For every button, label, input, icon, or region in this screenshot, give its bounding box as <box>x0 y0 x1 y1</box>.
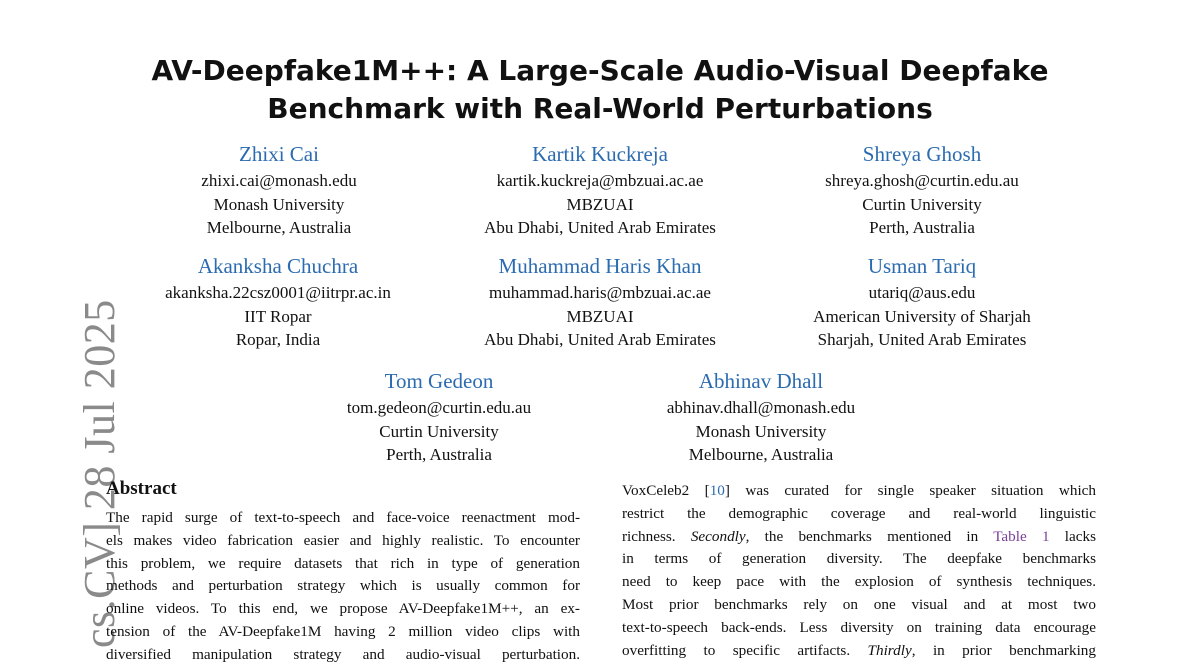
title-line-2: Benchmark with Real-World Perturbations <box>267 92 933 125</box>
abstract-line: online videos. To this end, we propose AV-Deepfake1M++, an ex- <box>106 600 580 618</box>
abstract-line: this problem, we require datasets that rich in type of generation <box>106 554 580 572</box>
body-line <box>622 640 1096 663</box>
arxiv-side-stamp <box>6 299 124 648</box>
author-affiliation: MBZUAI <box>566 194 634 214</box>
author-affiliation: Monash University <box>695 421 827 441</box>
author-affiliation: IIT Ropar <box>244 306 312 326</box>
author-location: Abu Dhabi, United Arab Emirates <box>484 218 716 237</box>
author-affiliation: American University of Sharjah <box>813 306 1031 326</box>
abstract-heading: Abstract <box>106 478 177 499</box>
text-run: VoxCeleb2 [ <box>622 482 710 499</box>
author-block <box>420 253 780 352</box>
abstract-line: The rapid surge of text-to-speech and face-voice reenactment mod- <box>106 509 580 526</box>
abstract-line: els makes video fabrication easier and highly realistic. To encounter <box>106 531 580 549</box>
author-block <box>259 368 619 467</box>
body-line: need to keep pace with the explosion of synthesis techniques. <box>622 573 1096 591</box>
abstract-line: diversified manipulation strategy and audio-visual perturbation. <box>106 645 580 663</box>
author-email: kartik.kuckreja@mbzuai.ac.ae <box>496 171 704 190</box>
author-location: Melbourne, Australia <box>688 445 834 464</box>
author-name: Kartik Kuckreja <box>532 142 668 166</box>
author-email: akanksha.22csz0001@iitrpr.ac.in <box>165 283 391 302</box>
author-location: Melbourne, Australia <box>206 218 352 237</box>
title-line-1: AV-Deepfake1M++: A Large-Scale Audio-Visual Deepfake <box>151 54 1049 87</box>
author-affiliation: Curtin University <box>862 194 982 214</box>
author-affiliation: MBZUAI <box>566 306 634 326</box>
author-block <box>581 368 941 467</box>
author-location: Perth, Australia <box>386 445 492 464</box>
author-name: Zhixi Cai <box>239 142 319 166</box>
author-name: Usman Tariq <box>867 254 977 278</box>
arxiv-identifier: cs.CV] 28 Jul 2025 <box>75 299 124 648</box>
author-block <box>420 141 780 240</box>
text-run: richness. <box>622 527 691 545</box>
text-run: , in prior benchmarking <box>911 641 1096 659</box>
citation-link[interactable]: 10 <box>709 482 725 499</box>
text-run: lacks <box>1049 527 1096 545</box>
author-email: muhammad.haris@mbzuai.ac.ae <box>489 283 711 302</box>
author-location: Abu Dhabi, United Arab Emirates <box>484 330 716 349</box>
author-affiliation: Monash University <box>213 194 345 214</box>
author-name: Abhinav Dhall <box>698 369 824 393</box>
author-email: tom.gedeon@curtin.edu.au <box>346 398 532 417</box>
table-reference-link[interactable]: Table 1 <box>993 527 1050 545</box>
author-name: Tom Gedeon <box>384 369 494 393</box>
author-name: Muhammad Haris Khan <box>498 254 702 278</box>
author-location: Perth, Australia <box>869 218 975 237</box>
abstract-line: tension of the AV-Deepfake1M having 2 million video clips with <box>106 622 580 640</box>
body-line <box>622 526 1096 549</box>
author-email: shreya.ghosh@curtin.edu.au <box>825 171 1019 190</box>
abstract-body <box>106 507 580 667</box>
author-email: zhixi.cai@monash.edu <box>201 171 357 190</box>
author-block <box>99 141 459 240</box>
author-name: Shreya Ghosh <box>862 142 982 166</box>
abstract-line: methods and perturbation strategy which is usually common for <box>106 577 580 595</box>
author-block <box>742 253 1102 352</box>
body-line: text-to-speech back-ends. Less diversity on training data encourage <box>622 618 1096 636</box>
text-run: overfitting to specific artifacts. <box>622 641 868 659</box>
paper-title <box>100 52 1100 128</box>
body-line: in terms of generation diversity. The deepfake benchmarks <box>622 550 1096 568</box>
author-location: Sharjah, United Arab Emirates <box>817 330 1027 349</box>
author-block <box>742 141 1102 240</box>
body-text-right-column <box>622 480 1096 662</box>
author-email: abhinav.dhall@monash.edu <box>666 398 856 417</box>
emphasis-text: Secondly <box>690 527 746 545</box>
author-location: Ropar, India <box>235 330 321 349</box>
text-run: , the benchmarks mentioned in <box>745 527 994 545</box>
author-email: utariq@aus.edu <box>868 283 976 302</box>
author-affiliation: Curtin University <box>379 421 499 441</box>
body-line <box>622 480 1096 503</box>
body-line: Most prior benchmarks rely on one visual and at most two <box>622 595 1096 613</box>
body-line: restrict the demographic coverage and real-world linguistic <box>622 504 1096 522</box>
emphasis-text: Thirdly <box>867 641 912 659</box>
text-run: ] was curated for single speaker situation which <box>724 482 1096 499</box>
author-name: Akanksha Chuchra <box>197 254 359 278</box>
author-block <box>98 253 458 352</box>
